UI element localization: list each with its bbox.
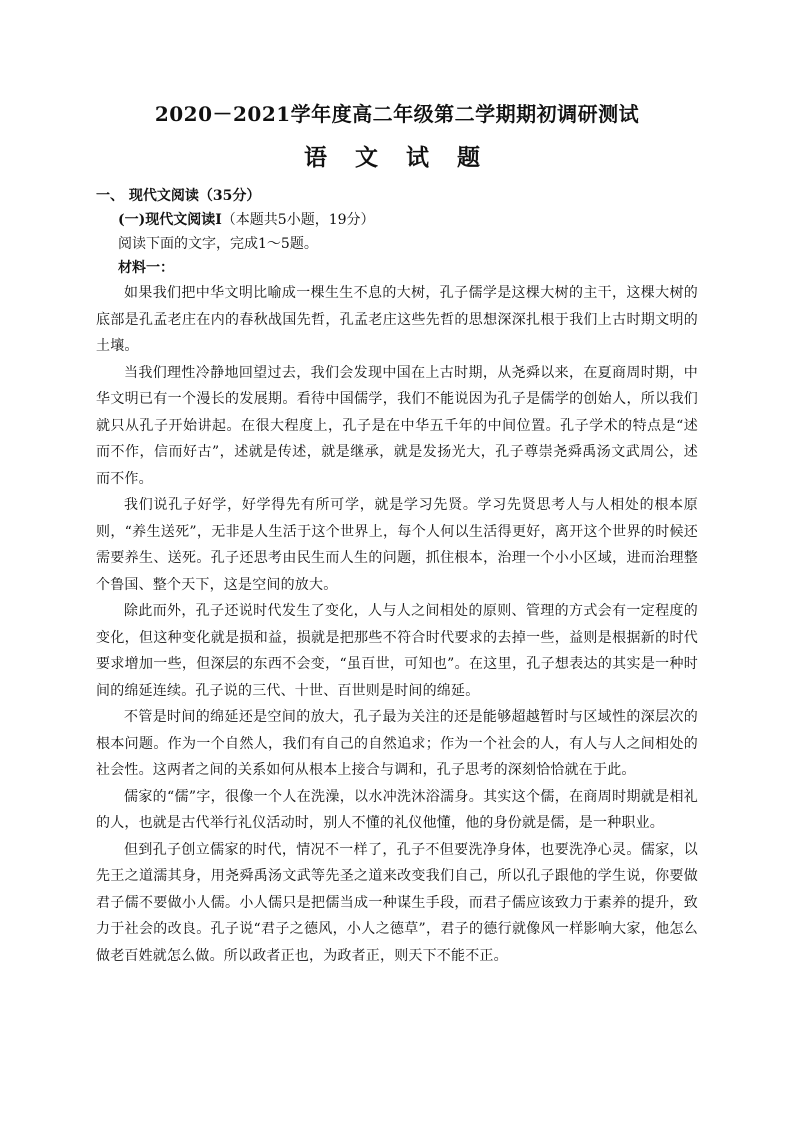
passage-paragraph: 不管是时间的绵延还是空间的放大，孔子最为关注的还是能够超越暂时与区域性的深层次的根本问题。作为一个自然人，我们有自己的自然追求；作为一个社会的人，有人与人之间相处的社会性。这两者之间的关系如何从根本上接合与调和，孔子思考的深刻恰恰就在于此。 [96, 709, 698, 778]
passage-body [96, 280, 698, 969]
subsection-title: (一)现代文阅读Ⅰ [118, 212, 222, 228]
section-heading: 一、 现代文阅读（35分） [96, 188, 261, 204]
subsection-detail: （本题共5小题，19分） [221, 212, 375, 228]
exam-title: 2020－2021学年度高二年级第二学期期初调研测试 [154, 102, 640, 126]
passage-paragraph: 儒家的“儒”字，很像一个人在洗澡，以水冲洗沐浴濡身。其实这个儒，在商周时期就是相礼的人，也就是古代举行礼仪活动时，别人不懂的礼仪他懂，他的身份就是儒，是一种职业。 [96, 788, 698, 831]
passage-paragraph: 当我们理性冷静地回望过去，我们会发现中国在上古时期，从尧舜以来，在夏商周时期，中华文明已有一个漫长的发展期。看待中国儒学，我们不能说因为孔子是儒学的创始人，所以我们就只从孔子开始讲起。在很大程度上，孔子是在中华五千年的中间位置。孔子学术的特点是“述而不作，信而好古”，述就是传述，就是继承，就是发扬光大，孔子尊崇尧舜禹汤文武周公，述而不作。 [96, 364, 698, 487]
passage-paragraph: 除此而外，孔子还说时代发生了变化，人与人之间相处的原则、管理的方式会有一定程度的变化，但这种变化就是损和益，损就是把那些不符合时代要求的去掉一些，益则是根据新的时代要求增加一些，但深层的东西不会变，“虽百世，可知也”。在这里，孔子想表达的其实是一种时间的绵延连续。孔子说的三代、十世、百世则是时间的绵延。 [96, 603, 698, 699]
passage-paragraph: 我们说孔子好学，好学得先有所可学，就是学习先贤。学习先贤思考人与人相处的根本原则，“养生送死”，无非是人生活于这个世界上，每个人何以生活得更好，离开这个世界的时候还需要养生、送死。孔子还思考由民生而人生的问题，抓住根本，治理一个小小区域，进而治理整个鲁国、整个天下，这是空间的放大。 [96, 497, 698, 593]
subsection-heading [96, 208, 698, 232]
instruction-text: 阅读下面的文字，完成1～5题。 [118, 236, 318, 252]
passage-paragraph: 如果我们把中华文明比喻成一棵生生不息的大树，孔子儒学是这棵大树的主干，这棵大树的底部是孔孟老庄在内的春秋战国先哲，孔孟老庄这些先哲的思想深深扎根于我们上古时期文明的土壤。 [96, 285, 698, 354]
exam-subtitle: 语 文 试 题 [303, 145, 491, 171]
material-label: 材料一： [118, 260, 174, 276]
passage-paragraph: 但到孔子创立儒家的时代，情况不一样了，孔子不但要洗净身体，也要洗净心灵。儒家，以先王之道濡其身，用尧舜禹汤文武等先圣之道来改变我们自己，所以孔子跟他的学生说，你要做君子儒不要做小人儒。小人儒只是把儒当成一种谋生手段，而君子儒应该致力于素养的提升，致力于社会的改良。孔子说“君子之德风，小人之德草”，君子的德行就像风一样影响大家，他怎么做老百姓就怎么做。所以政者正也，为政者正，则天下不能不正。 [96, 841, 698, 964]
